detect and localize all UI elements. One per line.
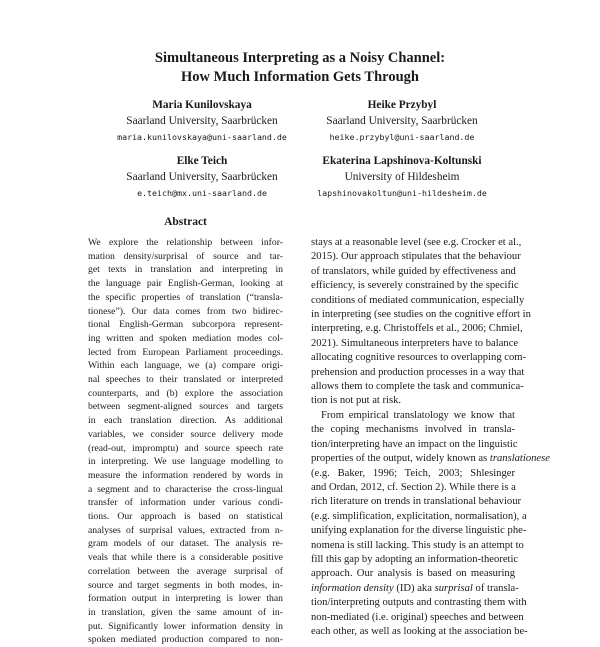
body-line: allocating cognitive resources to overlapping com- bbox=[311, 352, 527, 364]
author-affiliation: Saarland University, Saarbrücken bbox=[126, 115, 278, 127]
author-block bbox=[282, 97, 522, 145]
body-line bbox=[311, 582, 519, 596]
abstract-line: the language pair English-German, looking at bbox=[88, 278, 283, 290]
abstract-line: tionese”). Our data comes from two bidirec- bbox=[88, 305, 283, 317]
term-translationese: translationese bbox=[489, 453, 550, 465]
body-line: non-mediated (i.e. original) speeches and between bbox=[311, 611, 524, 623]
abstract-line: in each translation direction. As additional bbox=[88, 415, 283, 427]
abstract-line: (read-out, impromptu) and source speech rate bbox=[88, 442, 283, 454]
body-line: approach. Our analysis is based on measuring bbox=[311, 568, 515, 580]
body-line bbox=[311, 452, 550, 466]
author-block bbox=[282, 153, 522, 201]
author-name: Heike Przybyl bbox=[367, 99, 437, 111]
body-line: fill this gap by adopting an information-theoretic bbox=[311, 553, 519, 565]
abstract-line: We explore the relationship between infor- bbox=[88, 237, 283, 248]
abstract-line: measure the information rendered by words in bbox=[88, 469, 283, 481]
body-line: in interpreting (see studies on the cognitive effort in bbox=[311, 309, 531, 321]
body-line: (e.g. Baker, 1996; Teich, 2003; Shlesinger bbox=[311, 467, 515, 479]
body-text-span: properties of the output, widely known as bbox=[311, 453, 488, 465]
body-line: 2015). Our approach stipulates that the behaviour bbox=[311, 251, 521, 263]
title-line-1: Simultaneous Interpreting as a Noisy Channel: bbox=[154, 50, 446, 66]
body-line: stays at a reasonable level (see e.g. Crocker et al., bbox=[311, 237, 522, 248]
abstract-line: mation density/surprisal of source and tar- bbox=[88, 250, 283, 262]
body-line: nomena is still lacking. This study is an attempt to bbox=[311, 539, 524, 551]
abstract-line: lected from European Parliament proceedings. bbox=[88, 346, 283, 358]
abstract-line: tional English-German subcorpora represent- bbox=[88, 319, 283, 331]
body-line: allows them to complete the task and communica- bbox=[311, 381, 524, 393]
abstract-line: correlation between the average surprisal of bbox=[88, 565, 283, 577]
abstract-line: ing written and spoken mediation modes col- bbox=[88, 332, 283, 344]
abstract-line: get texts in translation and interpreting in bbox=[88, 264, 283, 276]
body-text-span: (ID) aka bbox=[396, 582, 432, 594]
abstract-line: variables, we consider source delivery mode bbox=[88, 428, 283, 440]
body-line: (e.g. simplification, explicitation, normalisation), a bbox=[311, 510, 527, 522]
abstract-line: veals that while there is a considerable positive bbox=[88, 552, 283, 564]
author-affiliation: Saarland University, Saarbrücken bbox=[326, 115, 478, 127]
paper-title bbox=[0, 49, 600, 87]
body-text-span: of transla- bbox=[475, 582, 519, 594]
abstract-line: between segment-aligned sources and targets bbox=[88, 401, 283, 413]
body-line: prehension and production processes in a way that bbox=[311, 366, 525, 378]
abstract-line: spoken mediated production compared to non- bbox=[88, 634, 283, 646]
author-affiliation: University of Hildesheim bbox=[344, 171, 460, 183]
term-surprisal: surprisal bbox=[434, 582, 473, 594]
author-name: Maria Kunilovskaya bbox=[152, 99, 252, 111]
body-line: From empirical translatology we know that bbox=[321, 409, 515, 421]
author-email: e.teich@mx.uni-saarland.de bbox=[137, 188, 267, 198]
body-line: 2021). Simultaneous interpreters have to balance bbox=[311, 337, 519, 349]
body-line: conditions of mediated communication, especially bbox=[311, 294, 525, 306]
author-name: Elke Teich bbox=[176, 155, 228, 167]
abstract-line: source and target segments in both modes, in- bbox=[88, 579, 283, 591]
abstract-line: in translation, given the same amount of in- bbox=[88, 606, 283, 618]
abstract-line: nal speeches to their translated or interpreted bbox=[88, 374, 283, 386]
body-line: the coping mechanisms involved in transla- bbox=[311, 424, 515, 436]
author-email: heike.przybyl@uni-saarland.de bbox=[329, 132, 475, 142]
abstract-line: put. Significantly lower information density in bbox=[88, 620, 283, 632]
author-name: Ekaterina Lapshinova-Koltunski bbox=[322, 155, 482, 167]
body-line: each other, as well as looking at the association be- bbox=[311, 625, 528, 637]
body-line: tion/interpreting outputs and contrasting them with bbox=[311, 597, 527, 609]
abstract-line: analyses of surprisal values, extracted from n- bbox=[88, 524, 283, 536]
body-line: rich literature on trends in translational behaviour bbox=[311, 496, 522, 508]
body-line: unifying explanation for the diverse linguistic phe- bbox=[311, 525, 527, 537]
author-email: maria.kunilovskaya@uni-saarland.de bbox=[117, 132, 287, 142]
abstract-body bbox=[88, 236, 283, 647]
abstract-line: transfer of information under various condi- bbox=[88, 497, 283, 509]
abstract-line: in interpreting. We use language modelling to bbox=[88, 456, 283, 468]
body-line: of translators, while guided by effectiveness and bbox=[311, 265, 516, 277]
author-affiliation: Saarland University, Saarbrücken bbox=[126, 171, 278, 183]
body-line: efficiency, is severely constrained by the specific bbox=[311, 280, 519, 292]
body-line: and Ordan, 2012, cf. Section 2). While there is a bbox=[311, 481, 516, 493]
body-text bbox=[311, 236, 550, 639]
body-line: tion is not put at risk. bbox=[311, 395, 402, 407]
title-line-2: How Much Information Gets Through bbox=[181, 69, 419, 85]
author-email: lapshinovakoltun@uni-hildesheim.de bbox=[317, 188, 487, 198]
abstract-heading: Abstract bbox=[164, 216, 207, 228]
body-line: interpreting, e.g. Christoffels et al., 2006; Chmiel, bbox=[311, 323, 523, 335]
abstract-line: Within each language, we (a) compare origi- bbox=[88, 360, 283, 372]
body-line: tion/interpreting have an impact on the linguistic bbox=[311, 438, 518, 450]
abstract-line: formation output in interpreting is lower than bbox=[88, 593, 283, 605]
abstract-line: a segment and to characterise the cross-lingual bbox=[88, 483, 283, 495]
abstract-line: gram models of our dataset. The analysis re- bbox=[88, 538, 283, 550]
abstract-line: counterparts, and (b) explore the association bbox=[88, 387, 283, 399]
term-information-density: information density bbox=[311, 582, 394, 594]
abstract-line: tions. Our approach is based on statistical bbox=[88, 511, 283, 523]
abstract-line: the specific properties of translation (“transla- bbox=[88, 291, 283, 303]
